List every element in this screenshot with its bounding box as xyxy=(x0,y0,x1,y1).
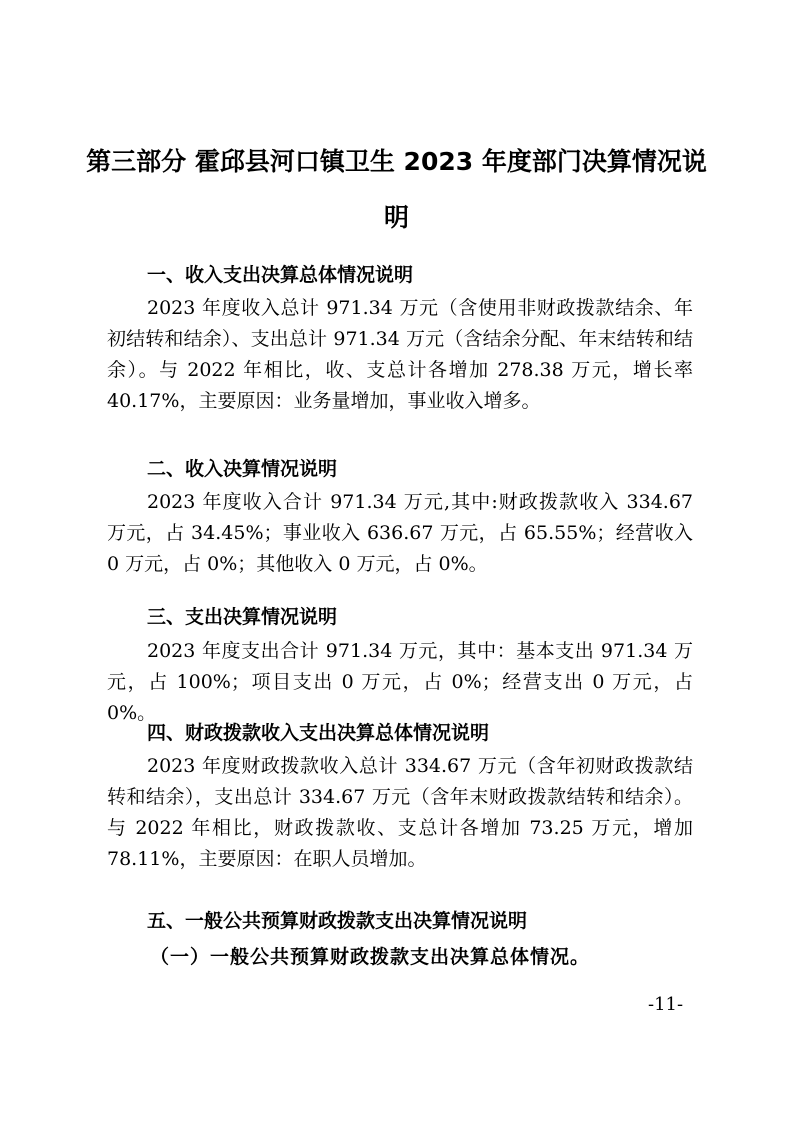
page-title-continuation: 明 xyxy=(383,203,409,232)
section-heading-3: 三、支出决算情况说明 xyxy=(147,606,338,628)
section-heading-4: 四、财政拨款收入支出决算总体情况说明 xyxy=(147,722,490,744)
section-heading-1: 一、收入支出决算总体情况说明 xyxy=(147,264,414,286)
section-paragraph-3: 2023 年度支出合计 971.34 万元，其中：基本支出 971.34 万元，占 100%；项目支出 0 万元，占 0%；经营支出 0 万元，占 0%。 xyxy=(107,640,693,724)
section-paragraph-4: 2023 年度财政拨款收入总计 334.67 万元（含年初财政拨款结转和结余），支出总计 334.67 万元（含年末财政拨款结转和结余）。与 2022 年相比，财政拨款收、支总计各增加 73.25 万元，增加 78.11%，主要原因：在职人员增加。 xyxy=(107,755,693,870)
page-title: 第三部分 霍邱县河口镇卫生 2023 年度部门决算情况说 xyxy=(86,147,707,176)
page-number: -11- xyxy=(648,994,684,1015)
section-heading-5: 五、一般公共预算财政拨款支出决算情况说明 xyxy=(147,910,528,932)
subsection-heading: （一）一般公共预算财政拨款支出决算总体情况。 xyxy=(150,946,591,968)
section-heading-2: 二、收入决算情况说明 xyxy=(147,458,338,480)
section-paragraph-1: 2023 年度收入总计 971.34 万元（含使用非财政拨款结余、年初结转和结余）、支出总计 971.34 万元（含结余分配、年末结转和结余）。与 2022 年相比，收、支总计各增加 278.38 万元，增长率 40.17%，主要原因：业务量增加，事业收入增多。 xyxy=(107,297,693,412)
section-paragraph-2: 2023 年度收入合计 971.34 万元,其中:财政拨款收入 334.67 万元，占 34.45%；事业收入 636.67 万元，占 65.55%；经营收入 0 万元，占 0%；其他收入 0 万元，占 0%。 xyxy=(107,491,693,575)
